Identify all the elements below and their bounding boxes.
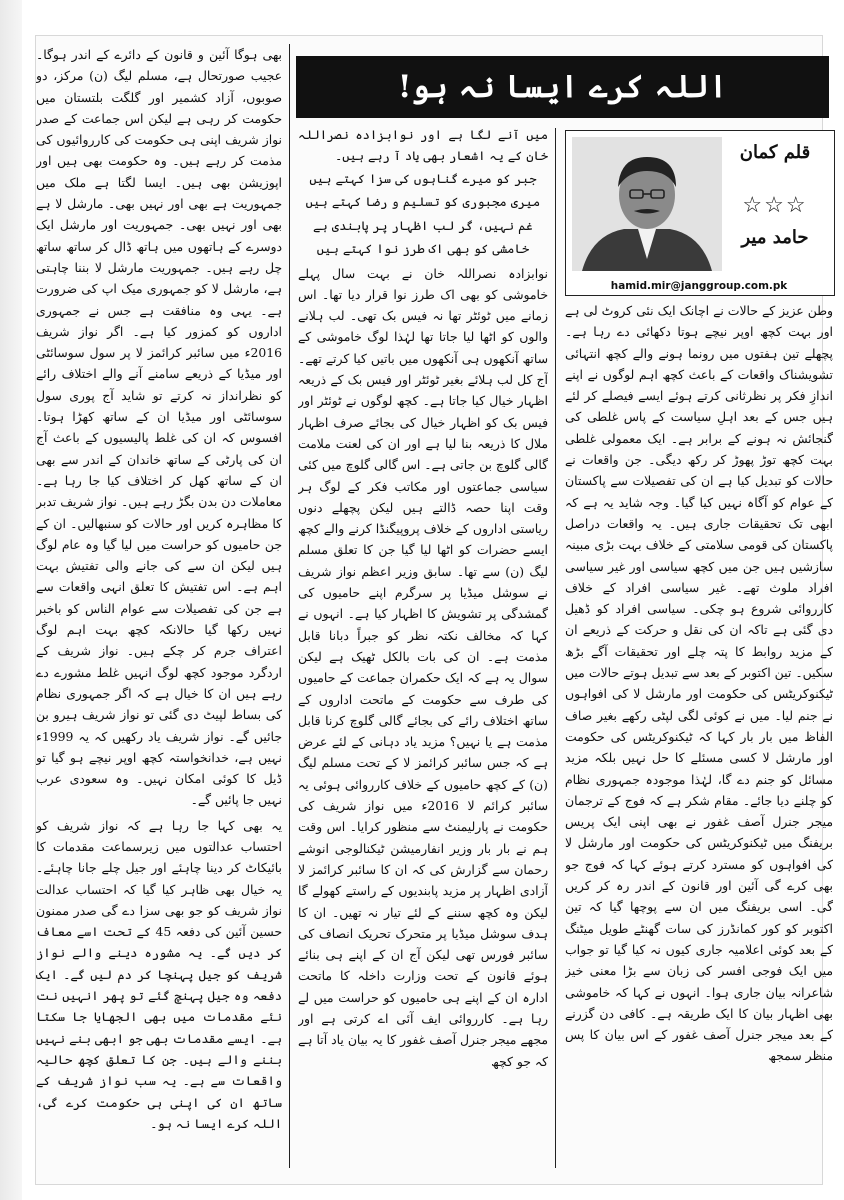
poem xyxy=(298,169,548,259)
poem-line: میری مجبوری کو تسلیم و رضا کہتے ہیں xyxy=(305,194,541,210)
poem-line: غم نہیں، گر لب اظہار پر پابندی ہے xyxy=(313,217,533,233)
left-column xyxy=(36,44,282,1170)
author-email: hamid.mir@janggroup.com.pk xyxy=(610,280,788,292)
byline-box xyxy=(565,130,835,296)
right-column xyxy=(565,300,833,1168)
column-name: قلم کمان xyxy=(739,142,811,163)
column-divider xyxy=(289,44,290,1168)
author-photo xyxy=(572,137,722,271)
poem-line: خامشی کو بھی اک طرز نوا کہتے ہیں xyxy=(316,241,530,257)
middle-intro: میں آنے لگا ہے اور نوابزادہ نصراللہ خان کے یہ اشعار بھی یاد آ رہے ہیں۔ xyxy=(298,127,548,164)
rating-stars: ☆☆☆ xyxy=(742,193,808,218)
poem-line: جبر کو میرے گناہوں کی سزا کہتے ہیں xyxy=(309,170,537,186)
left-column-text: بھی ہوگا آئین و قانون کے دائرے کے اندر ہوگا۔ عجیب صورتحال ہے، مسلم لیگ (ن) مرکز، دو صوبوں، آزاد کشمیر اور گلگت بلتستان میں حکومت کر رہی ہے لیکن اس جماعت کے صدر نواز شریف اپنی ہی حکومت کی کارروائیوں کی مذمت کر رہے ہیں۔ وہ حکومت بھی ہیں اور اپوزیشن بھی ہیں۔ ایسا لگتا ہے ملک میں جمہوریت ہے بھی اور نہیں بھی۔ مارشل لا ہے بھی اور نہیں بھی۔ جمہوریت اور مارشل ایک دوسرے کے ہاتھوں میں ہاتھ ڈال کر ساتھ ساتھ چل رہے ہیں۔ جمہوریت مارشل لا بننا چاہتی ہے، مارشل لا کو جمہوری میک اپ کی ضرورت ہے۔ یہی وہ منافقت ہے جس نے جمہوری اداروں کو کمزور کیا ہے۔ اگر نواز شریف 2016ء میں سائبر کرائمز لا پر سول سوسائٹی اور میڈیا کے ذریعے سامنے آنے والے اختلاف رائے کو نظرانداز نہ کرتے تو شاید آج پوری سول سوسائٹی اور میڈیا ان کے ساتھ کھڑا ہوتا۔ افسوس کہ ان کی غلط پالیسیوں کے باعث آج ان کی پارٹی کے ساتھ خاندان کے اندر سے بھی ان کے ساتھ کھل کر اختلاف کیا جا رہا ہے۔ معاملات دن بدن بگڑ رہے ہیں۔ نواز شریف تدبر کا مظاہرہ کریں اور حالات کو سنبھالیں۔ ان کے جن حامیوں کو حراست میں لیا گیا وہ عام لوگ ہیں لیکن ان سے کی جانے والی تفتیش بہت اہم ہے۔ اس تفتیش کا تعلق انہی واقعات سے ہے جن کی تفصیلات سے عوام الناس کو باخبر نہیں رکھا گیا حالانکہ کچھ بہت اہم لوگ اعتراف جرم کر چکے ہیں۔ نواز شریف کے اردگرد موجود کچھ لوگ انہیں غلط مشورے دے رہے ہیں ان کا خیال ہے کہ اگر جمہوری نظام کی بساط لپیٹ دی گئی تو نواز شریف ہیرو بن جائیں گے۔ نواز شریف یاد رکھیں کہ یہ 1999ء نہیں ہے، خدانخواستہ کچھ اوپر نیچے ہو گیا تو ڈیل کا کوئی امکان نہیں۔ وہ سعودی عرب نہیں جا پائیں گے۔ xyxy=(36,47,282,808)
middle-column-text: نوابزادہ نصراللہ خان نے بہت سال پہلے خاموشی کو بھی اک طرز نوا قرار دیا تھا۔ اس زمانے میں ٹوئٹر تھا نہ فیس بک تھی۔ لب ہلانے والوں کو اٹھا لیا جاتا تھا لہٰذا لوگ خاموشی کے ساتھ آنکھوں ہی آنکھوں میں باتیں کیا کرتے تھے۔ آج کل لب ہلائے بغیر ٹوئٹر اور فیس بک کے ذریعہ اظہار خیال کیا جاتا ہے۔ کچھ لوگوں نے ٹوئٹر اور فیس بک کو اظہار خیال کی بجائے صرف اظہار ملال کا ذریعہ بنا لیا ہے اور ان کی لعنت ملامت گالی گلوچ بن جاتی ہے۔ اس گالی گلوچ میں کئی سیاسی جماعتوں اور مکاتب فکر کے لوگ ہر وقت اپنا حصہ ڈالتے ہیں لیکن پچھلے دنوں ریاستی اداروں کے خلاف پروپیگنڈا کرنے والے کچھ ایسے حضرات کو اٹھا لیا گیا جن کا تعلق مسلم لیگ (ن) سے تھا۔ سابق وزیر اعظم نواز شریف نے سوشل میڈیا پر سرگرم اپنے حامیوں کی گمشدگی پر تشویش کا اظہار کیا ہے۔ انہوں نے کہا کہ مخالف نکتہ نظر کو جبراً دبانا قابل مذمت ہے۔ ان کی بات بالکل ٹھیک ہے لیکن سوال یہ ہے کہ ایک حکمران جماعت کے حامیوں کی طرف سے حکومت کے ماتحت اداروں کے ساتھ اختلاف رائے کی بجائے گالی گلوچ کرنا قابل مذمت ہے یا نہیں؟ مزید یاد دہانی کے لئے عرض ہے کہ جس سائبر کرائمز لا کے تحت مسلم لیگ (ن) کے کچھ حامیوں کے خلاف کارروائی ہوئی یہ سائبر کرائم لا 2016ء میں نواز شریف کی حکومت نے پارلیمنٹ سے منظور کرایا۔ اس وقت ہم نے بار بار وزیر انفارمیشن ٹیکنالوجی انوشے رحمان سے گزارش کی کہ ان کا سائبر کرائمز لا آزادی اظہار پر مزید پابندیوں کے راستے کھولے گا لیکن وہ کچھ سننے کے لئے تیار نہ تھیں۔ ان کا ہدف سوشل میڈیا پر متحرک تحریک انصاف کی سائبر فورس تھی لیکن آج ان کے اپنے ہی بنائے ہوئے قانون کے تحت وزارت داخلہ کا ماتحت ادارہ ان کے اپنے ہی حامیوں کو حراست میں لے رہا ہے۔ کارروائی ایف آئی اے کرتی ہے اور مجھے میجر جنرل آصف غفور کا یہ بیان یاد آتا ہے کہ جو کچھ xyxy=(298,265,548,1069)
right-column-text: وطن عزیز کے حالات نے اچانک ایک نئی کروٹ لی ہے اور بہت کچھ اوپر نیچے ہوتا دکھائی دے رہا ہے۔ پچھلے تین ہفتوں میں رونما ہونے والے کچھ انتہائی تشویشناک واقعات کے باعث کچھ اہم لوگوں نے اپنے اندازِ فکر پر نظرثانی کرتے ہوئے ایسے فیصلے کر لئے ہیں جس کے بعد اہلِ سیاست کے پاس غلطی کی گنجائش نہ ہونے کے برابر ہے۔ ایک معمولی غلطی بہت کچھ توڑ پھوڑ کر رکھ دیگی۔ جن واقعات نے حالات کو تبدیل کیا ہے ان کی تفصیلات سے پاکستان کے عوام کو آگاہ نہیں کیا گیا۔ وجہ شاید یہ ہے کہ ابھی تک تحقیقات جاری ہیں۔ یہ واقعات دراصل پاکستان کی قومی سلامتی کے خلاف بہت بڑی مبینہ سازشیں ہیں جن میں کچھ سیاسی اور غیر سیاسی افراد ملوث تھے۔ غیر سیاسی افراد کے خلاف کارروائی شروع ہو چکی۔ سیاسی افراد کو ڈھیل دی گئی ہے تاکہ ان کی نقل و حرکت کے ذریعے ان کے مزید روابط کا پتہ چلے اور تحقیقات آگے بڑھ سکیں۔ تین اکتوبر کے بعد سے تبدیل ہوتے حالات میں ٹیکنوکریٹس کی حکومت اور مارشل لا کی افواہوں نے جنم لیا۔ میں نے کوئی لگی لپٹی رکھے بغیر صاف الفاظ میں بار بار کہا کہ ٹیکنوکریٹس کی حکومت اور مارشل لا کسی مسئلے کا حل نہیں بلکہ مزید مسائل کو جنم دے گا، لہٰذا موجودہ جمہوری نظام کو چلنے دیا جائے۔ مقام شکر ہے کہ فوج کے ترجمان میجر جنرل آصف غفور نے بھی اپنی ایک پریس بریفنگ میں ٹیکنوکریٹس کی حکومت اور مارشل لا کی افواہوں کو مسترد کرتے ہوئے کہا کہ فوج جو بھی کرے گی آئین اور قانون کے اندر رہ کر کریں گی۔ اسی بریفنگ میں ان سے پوچھا گیا کہ تین اکتوبر کو کور کمانڈرز کی سات گھنٹے طویل میٹنگ کے بعد کوئی اعلامیہ جاری کیوں نہ کیا گیا تو جواب میں ایک فوجی افسر کی زبان سے بڑا معنی خیز شاعرانہ بیان جاری ہوا۔ انہوں نے کہا کہ خاموشی بھی اظہار بیان کا ایک طریقہ ہے۔ کافی دن گزرنے کے بعد میجر جنرل آصف غفور کے اس بیان کا پس منظر سمجھ xyxy=(565,303,833,1064)
page-title: اللہ کرے ایسا نہ ہو! xyxy=(296,56,829,118)
page-edge xyxy=(0,0,22,1200)
column-divider xyxy=(555,128,556,1168)
left-column-text-2: یہ بھی کہا جا رہا ہے کہ نواز شریف کو احتساب عدالتوں میں زیرسماعت مقدمات کا بائیکاٹ کر دینا چاہئے اور جیل چلے جانا چاہئے۔ یہ خیال بھی ظاہر کیا گیا کہ احتساب عدالت نواز شریف کو جو بھی سزا دے گی صدر ممنون حسین آئین کی دفعہ 45 کے تحت اسے معاف کر دیں گے۔ یہ مشورہ دینے والے نواز شریف کو جیل پہنچا کر دم لیں گے۔ ایک دفعہ وہ جیل پہنچ گئے تو پھر انہیں نت نئے مقدمات میں بھی الجھایا جا سکتا ہے۔ ایسے مقدمات بھی جو ابھی بنے نہیں بننے والے ہیں۔ جن کا تعلق کچھ حالیہ واقعات سے ہے۔ یہ سب نواز شریف کے ساتھ ان کی اپنی ہی حکومت کرے گی، اللہ کرے ایسا نہ ہو۔ xyxy=(36,817,282,1131)
middle-column xyxy=(298,124,548,1170)
author-name: حامد میر xyxy=(741,227,809,248)
